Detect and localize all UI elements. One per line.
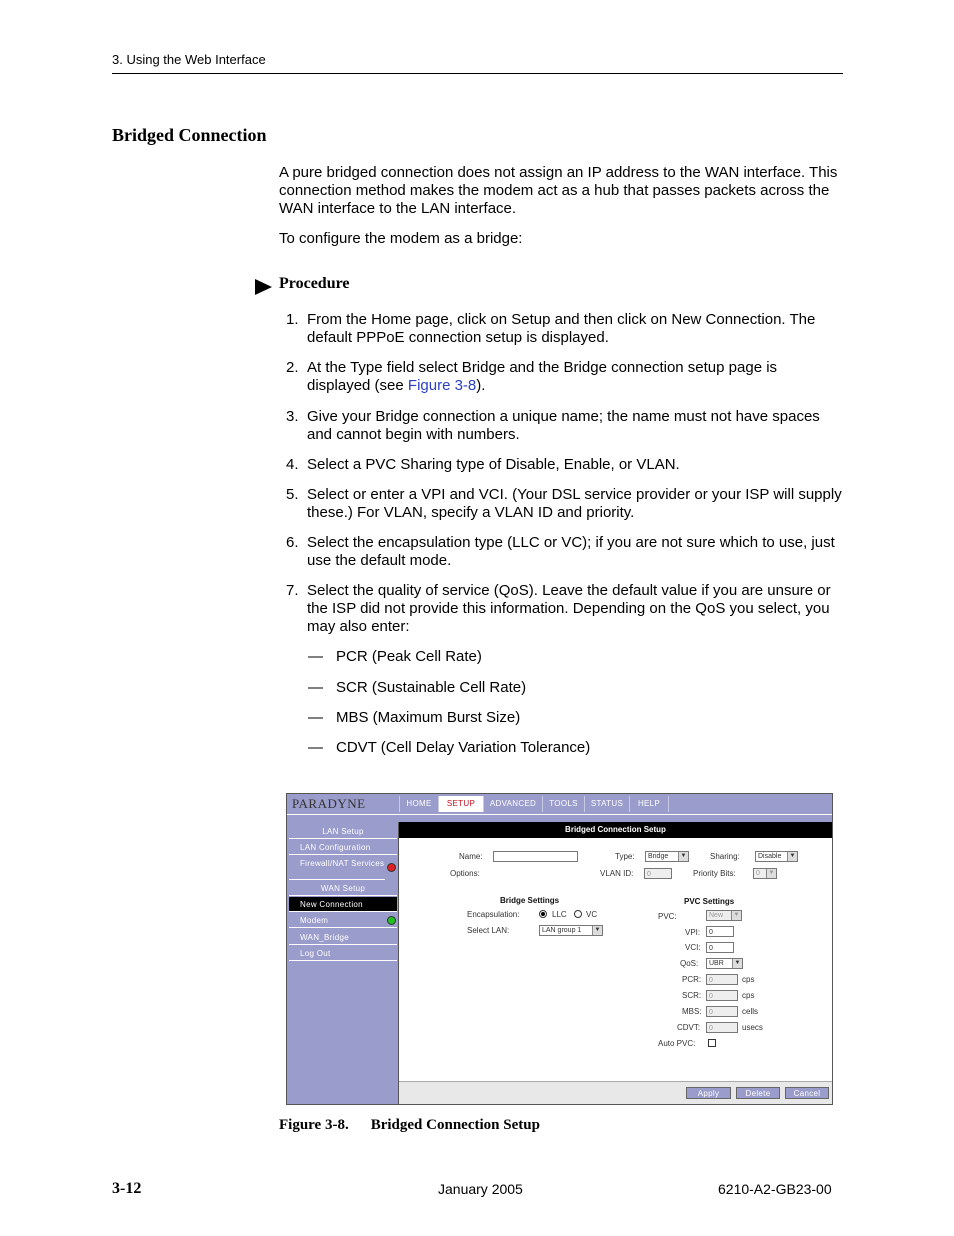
select-lan-label: Select LAN: <box>467 926 510 935</box>
step-text: Select the encapsulation type (LLC or VC); if you are not sure which to use, just use the default mode. <box>307 534 835 569</box>
status-dot-icon <box>387 916 396 925</box>
chevron-down-icon: ▼ <box>731 911 741 920</box>
figure-number: Figure 3-8. <box>279 1117 349 1133</box>
sidebar <box>287 822 399 1104</box>
delete-button[interactable]: Delete <box>736 1087 780 1099</box>
footer-doc-id: 6210-A2-GB23-00 <box>718 1181 832 1197</box>
step-number: 7. <box>286 582 299 599</box>
procedure-step <box>286 456 844 474</box>
type-value: Bridge <box>648 853 669 860</box>
type-label: Type: <box>615 852 635 861</box>
sharing-label: Sharing: <box>710 852 740 861</box>
sidebar-item-lan-setup[interactable]: LAN Setup <box>289 824 397 839</box>
vc-label: VC <box>586 910 598 919</box>
substep-text: CDVT (Cell Delay Variation Tolerance) <box>336 739 591 756</box>
procedure-step <box>286 408 844 444</box>
procedure-step <box>286 582 844 636</box>
step-text: Select the quality of service (QoS). Leave the default value if you are unsure or the ISP did not provide this information. Depending on the QoS you select, you may also enter: <box>307 582 831 635</box>
step-number: 2. <box>286 359 299 376</box>
procedure-step <box>286 311 844 347</box>
qos-label: QoS: <box>680 959 699 968</box>
llc-label: LLC <box>552 910 567 919</box>
top-nav-bar <box>287 794 832 815</box>
select-lan-select[interactable] <box>539 925 603 936</box>
footer-date: January 2005 <box>438 1181 523 1197</box>
running-head: 3. Using the Web Interface <box>112 52 266 67</box>
tab-setup[interactable]: SETUP <box>438 796 483 812</box>
paradyne-logo: PARADYNE <box>292 796 366 811</box>
llc-radio[interactable] <box>539 910 547 918</box>
cdvt-unit: usecs <box>742 1023 763 1032</box>
scr-input[interactable]: 0 <box>706 990 738 1001</box>
sidebar-item-firewall-nat[interactable]: Firewall/NAT Services <box>289 856 385 880</box>
options-label: Options: <box>450 869 480 878</box>
cdvt-input[interactable]: 0 <box>706 1022 738 1033</box>
pvc-value: New <box>709 912 724 919</box>
sharing-value: Disable <box>758 853 782 860</box>
sharing-select[interactable] <box>755 851 798 862</box>
name-label: Name: <box>459 852 483 861</box>
encapsulation-label: Encapsulation: <box>467 910 520 919</box>
vci-label: VCI: <box>685 943 701 952</box>
priority-bits-label: Priority Bits: <box>693 869 736 878</box>
substep-text: PCR (Peak Cell Rate) <box>336 648 482 665</box>
auto-pvc-label: Auto PVC: <box>658 1039 696 1048</box>
qos-value: UBR <box>709 960 724 967</box>
step-text: Select a PVC Sharing type of Disable, Enable, or VLAN. <box>307 456 680 473</box>
tab-help[interactable]: HELP <box>629 796 669 812</box>
mbs-input[interactable]: 0 <box>706 1006 738 1017</box>
cancel-button[interactable]: Cancel <box>785 1087 829 1099</box>
substep-dash: — <box>308 648 323 665</box>
pcr-label: PCR: <box>682 975 702 984</box>
substep-text: MBS (Maximum Burst Size) <box>336 709 521 726</box>
figure-link[interactable]: Figure 3-8 <box>407 377 477 394</box>
procedure-label: Procedure <box>279 275 350 292</box>
priority-bits-value: 0 <box>756 870 760 877</box>
scr-unit: cps <box>742 991 755 1000</box>
cdvt-label: CDVT: <box>677 1023 701 1032</box>
step-text <box>307 359 844 395</box>
status-dot-icon <box>387 863 396 872</box>
sidebar-item-new-connection[interactable]: New Connection <box>289 897 397 912</box>
select-lan-value: LAN group 1 <box>542 927 582 934</box>
apply-button[interactable]: Apply <box>686 1087 731 1099</box>
step-number: 6. <box>286 534 299 551</box>
substep <box>308 679 526 697</box>
substep-dash: — <box>308 679 323 696</box>
content-panel <box>399 822 832 1104</box>
header-rule <box>112 73 843 74</box>
bridged-connection-screenshot <box>286 793 833 1105</box>
procedure-arrow-icon <box>255 279 272 295</box>
type-select[interactable] <box>645 851 689 862</box>
intro-paragraph: To configure the modem as a bridge: <box>279 230 523 247</box>
mbs-label: MBS: <box>682 1007 702 1016</box>
chevron-down-icon: ▼ <box>592 926 602 935</box>
step-number: 5. <box>286 486 299 503</box>
step-number: 1. <box>286 311 299 328</box>
content-title: Bridged Connection Setup <box>399 822 832 838</box>
vlan-id-input[interactable]: 0 <box>644 868 672 879</box>
chevron-down-icon: ▼ <box>678 852 688 861</box>
qos-select[interactable] <box>706 958 743 969</box>
tab-tools[interactable]: TOOLS <box>542 796 584 812</box>
intro-paragraph: A pure bridged connection does not assign an IP address to the WAN interface. This connection method makes the modem act as a hub that passes packets across the WAN interface to the LAN interface. <box>279 164 838 217</box>
substep <box>308 709 520 727</box>
sidebar-item-lan-configuration[interactable]: LAN Configuration <box>289 840 397 855</box>
tab-advanced[interactable]: ADVANCED <box>483 796 542 812</box>
figure-title: Bridged Connection Setup <box>370 1117 540 1133</box>
sidebar-item-log-out[interactable]: Log Out <box>289 946 397 961</box>
step-number: 4. <box>286 456 299 473</box>
step-text: Give your Bridge connection a unique name; the name must not have spaces and cannot begin with numbers. <box>307 408 820 443</box>
scr-label: SCR: <box>682 991 702 1000</box>
procedure-step <box>286 534 844 570</box>
mbs-unit: cells <box>742 1007 759 1016</box>
tab-home[interactable]: HOME <box>399 796 438 812</box>
sidebar-item-wan-bridge[interactable]: WAN_Bridge <box>289 930 397 945</box>
priority-bits-select[interactable] <box>753 868 777 879</box>
step-text: From the Home page, click on Setup and then click on New Connection. The default PPPoE connection setup is displayed. <box>307 311 816 346</box>
pcr-unit: cps <box>742 975 755 984</box>
sidebar-item-wan-setup[interactable]: WAN Setup <box>289 881 397 896</box>
section-title: Bridged Connection <box>112 125 267 145</box>
tab-status[interactable]: STATUS <box>584 796 629 812</box>
substep <box>308 648 482 666</box>
chevron-down-icon: ▼ <box>732 959 742 968</box>
substep-dash: — <box>308 739 323 756</box>
pvc-settings-heading: PVC Settings <box>684 897 735 906</box>
page-number: 3-12 <box>112 1180 142 1197</box>
pcr-input[interactable]: 0 <box>706 974 738 985</box>
step-text: Select or enter a VPI and VCI. (Your DSL service provider or your ISP will supply these.) For VLAN, specify a VLAN ID and priority. <box>307 486 842 521</box>
pvc-select[interactable] <box>706 910 742 921</box>
name-input[interactable] <box>493 851 578 862</box>
substep-dash: — <box>308 709 323 726</box>
button-bar <box>399 1081 832 1105</box>
step-number: 3. <box>286 408 299 425</box>
bridge-settings-heading: Bridge Settings <box>500 896 560 905</box>
vpi-label: VPI: <box>685 928 701 937</box>
procedure-step <box>286 486 844 522</box>
step-text-part: At the Type field select Bridge and the Bridge connection setup page is displayed (see <box>307 359 778 394</box>
vpi-input[interactable]: 0 <box>706 926 734 937</box>
chevron-down-icon: ▼ <box>766 869 776 878</box>
vlan-id-label: VLAN ID: <box>600 869 634 878</box>
procedure-step <box>286 359 844 395</box>
vci-input[interactable]: 0 <box>706 942 734 953</box>
vc-radio[interactable] <box>574 910 582 918</box>
figure-caption <box>279 1117 540 1134</box>
step-text-part: ). <box>476 377 486 394</box>
sidebar-item-modem[interactable]: Modem <box>289 913 397 928</box>
substep-text: SCR (Sustainable Cell Rate) <box>336 679 527 696</box>
pvc-label: PVC: <box>658 912 677 921</box>
substep <box>308 739 590 757</box>
chevron-down-icon: ▼ <box>787 852 797 861</box>
auto-pvc-checkbox[interactable] <box>708 1039 716 1047</box>
